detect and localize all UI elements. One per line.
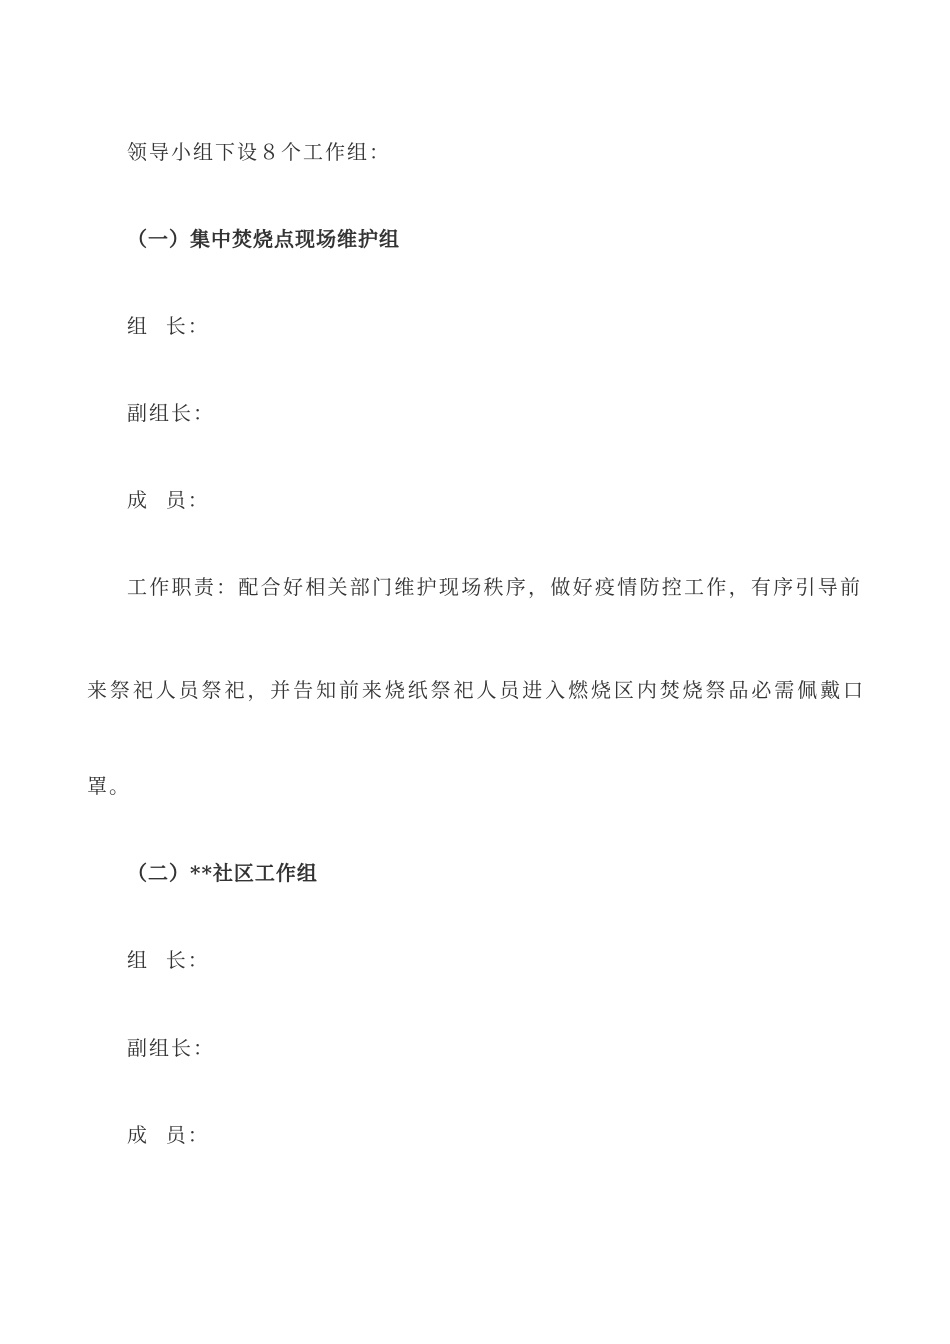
group1-duty-line3: 罩。 (87, 774, 131, 798)
group1-duty-line1: 工作职责：配合好相关部门维护现场秩序，做好疫情防控工作，有序引导前 (127, 575, 860, 599)
group1-members-label: 成 员： (127, 488, 210, 512)
intro-text: 领导小组下设８个工作组： (127, 140, 391, 164)
group1-heading: （一）集中焚烧点现场维护组 (127, 227, 400, 251)
group2-heading: （二）**社区工作组 (127, 861, 318, 885)
group2-deputy-label: 副组长： (127, 1036, 215, 1060)
group2-members-label: 成 员： (127, 1123, 210, 1147)
group2-leader-label: 组 长： (127, 948, 210, 972)
group1-duty-line2: 来祭祀人员祭祀，并告知前来烧纸祭祀人员进入燃烧区内焚烧祭品必需佩戴口 (87, 678, 863, 702)
group1-leader-label: 组 长： (127, 314, 210, 338)
group1-deputy-label: 副组长： (127, 401, 215, 425)
